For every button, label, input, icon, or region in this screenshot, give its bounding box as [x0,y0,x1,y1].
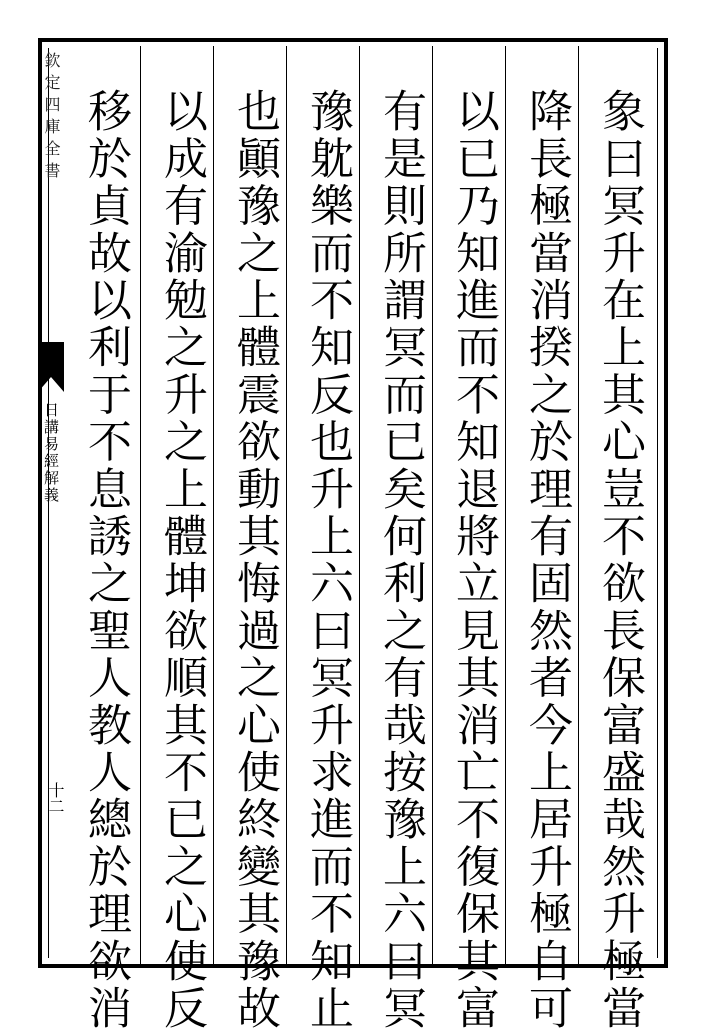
fish-tail-mark [38,342,64,392]
text-column-3 [436,50,510,1032]
text-column-1 [582,50,656,1032]
margin-title: 欽定四庫全書 [42,52,61,184]
text-column-8 [68,50,142,1032]
text-column-5 [290,50,364,1032]
column-text: 有是則所謂冥而已矣何利之有哉按豫上六曰冥 [375,88,426,1032]
spine-margin [38,42,64,962]
text-column-4 [363,50,437,1032]
margin-book-title: 日講易經解義 [42,402,60,504]
column-text: 豫躭樂而不知反也升上六曰冥升求進而不知止 [302,88,353,1032]
text-column-2 [509,50,583,1032]
text-column-6 [217,50,291,1032]
folio-number: 十二 [46,782,65,814]
column-text: 移於貞故以利于不息誘之聖人教人總於理欲消 [80,88,131,1032]
column-text: 以成有渝勉之升之上體坤欲順其不已之心使反 [156,88,207,1032]
column-text: 象曰冥升在上其心豈不欲長保富盛哉然升極當 [594,88,645,1032]
text-column-7 [144,50,218,1032]
column-text: 降長極當消揆之於理有固然者今上居升極自可 [521,88,572,1032]
column-text: 以已乃知進而不知退將立見其消亡不復保其富 [448,88,499,1032]
column-text: 也顚豫之上體震欲動其悔過之心使終變其豫故 [229,88,280,1032]
